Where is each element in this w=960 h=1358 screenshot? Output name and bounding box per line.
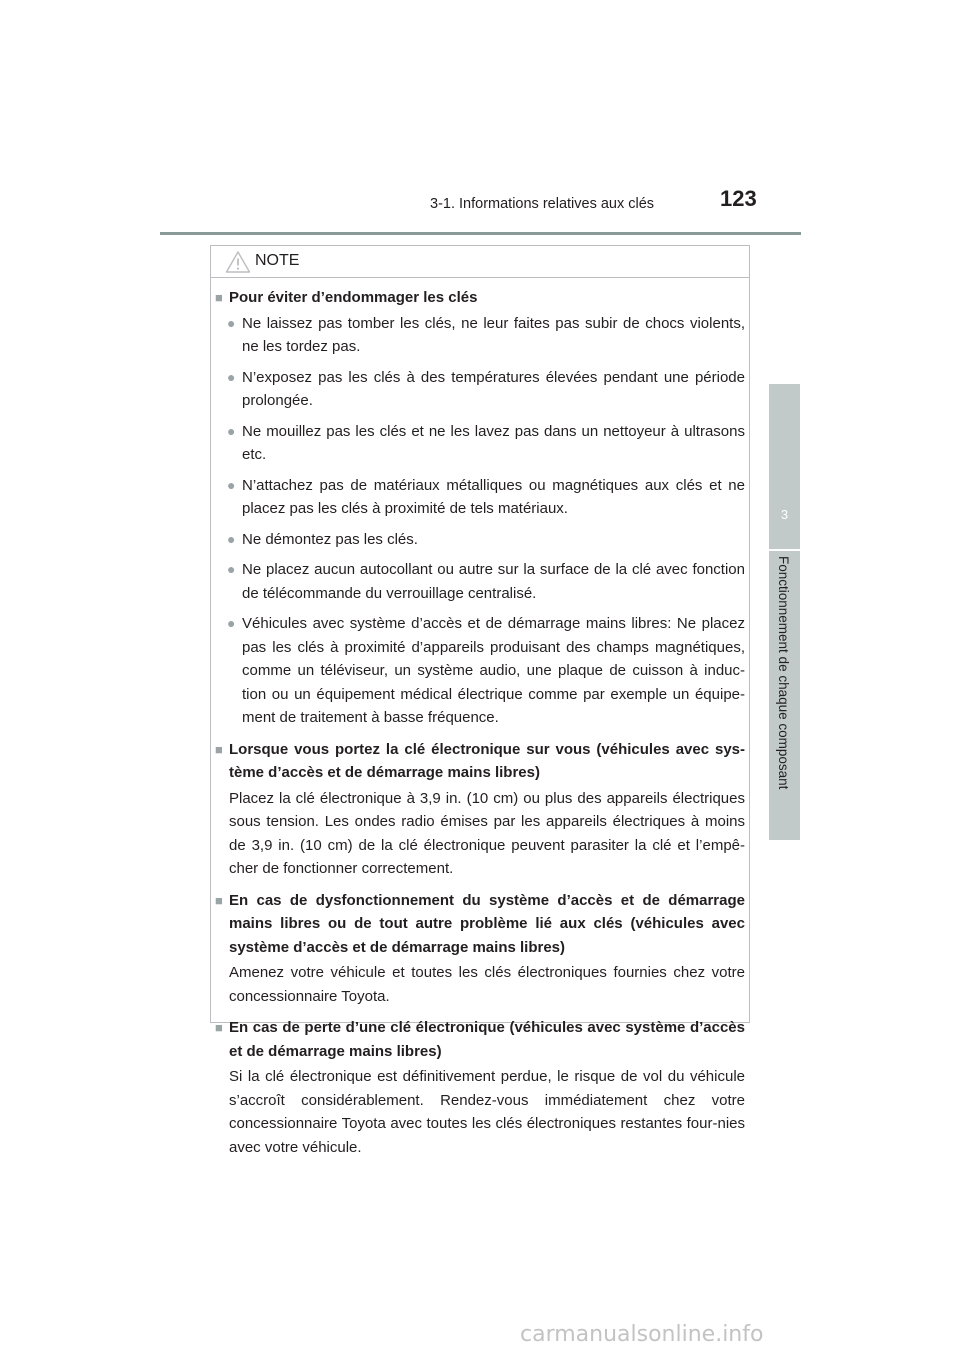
list-item: [215, 612, 745, 730]
list-item-text: Ne placez aucun autocollant ou autre sur la surface de la clé avec fonction de télécommande du verrouillage centralisé.: [242, 561, 745, 602]
header-section-title: 3-1. Informations relatives aux clés: [430, 196, 655, 212]
note-section-damage: [215, 286, 745, 730]
section-title-text: Lorsque vous portez la clé électronique sur vous (véhicules avec sys-tème d’accès et de démarrage mains libres): [229, 740, 745, 781]
header-rule: [160, 232, 801, 235]
circle-bullet-icon: ●: [227, 422, 236, 439]
list-item: [215, 366, 745, 413]
page-number: 123: [720, 186, 757, 211]
list-item-text: Véhicules avec système d’accès et de démarrage mains libres: Ne placez pas les clés à proximité d’appareils produisant des champs magnétiques, comme un téléviseur, un système audio, une plaque de cuisson à induc-tion ou un équipement médical électrique comme par exemple un équipe-ment de traitement à basse fréquence.: [242, 615, 745, 726]
list-item-text: Ne laissez pas tomber les clés, ne leur faites pas subir de chocs violents, ne les tordez pas.: [242, 314, 745, 355]
section-title: [215, 889, 745, 960]
note-section-lost-key: [215, 1016, 745, 1159]
square-bullet-icon: ■: [215, 290, 223, 305]
square-bullet-icon: ■: [215, 892, 223, 908]
section-text: Placez la clé électronique à 3,9 in. (10 cm) ou plus des appareils électriques sous tension. Les ondes radio émises par les appareils électriques à moins de 3,9 in. (10 cm) de la clé électronique peuvent parasiter la clé et l’empê-cher de fonctionner correctement.: [229, 789, 745, 877]
list-item: [215, 312, 745, 359]
section-text: Si la clé électronique est définitivement perdue, le risque de vol du véhicule s’accroît considérablement. Rendez-vous immédiatement chez votre concessionnaire Toyota avec toutes les clés électroniques restantes four-nies avec votre véhicule.: [229, 1068, 745, 1156]
list-item-text: N’exposez pas les clés à des températures élevées pendant une période prolongée.: [242, 368, 745, 409]
note-box: [210, 245, 750, 1156]
section-title: [215, 1016, 745, 1063]
section-title-text: Pour éviter d’endommager les clés: [229, 289, 478, 306]
section-title-text: En cas de dysfonctionnement du système d’accès et de démarrage mains libres ou de tout autre problème lié aux clés (véhicules avec système d’accès et de démarrage mains libres): [229, 891, 745, 956]
section-title-text: En cas de perte d’une clé électronique (véhicules avec système d’accès et de démarrage mains libres): [229, 1019, 745, 1060]
note-body: [215, 286, 745, 1167]
list-item: [215, 420, 745, 467]
note-section-malfunction: [215, 889, 745, 1009]
section-title: [215, 286, 745, 310]
chapter-number: 3: [780, 507, 789, 522]
square-bullet-icon: ■: [215, 1020, 223, 1035]
circle-bullet-icon: ●: [227, 561, 236, 577]
list-item-text: Ne mouillez pas les clés et ne les lavez pas dans un nettoyeur à ultrasons etc.: [242, 422, 745, 463]
note-header: [211, 246, 749, 278]
warning-triangle-icon: [225, 250, 251, 274]
list-item: [215, 474, 745, 521]
section-title: [215, 738, 745, 785]
list-item-text: N’attachez pas de matériaux métalliques ou magnétiques aux clés et ne placez pas les clés à proximité de tels matériaux.: [242, 476, 745, 517]
note-section-carry-key: [215, 738, 745, 881]
chapter-side-tab: [769, 384, 800, 840]
circle-bullet-icon: ●: [227, 615, 236, 631]
square-bullet-icon: ■: [215, 741, 223, 757]
bullet-list: [215, 312, 745, 730]
side-tab-separator: [769, 549, 800, 551]
list-item: [215, 558, 745, 605]
watermark: carmanualsonline.info: [520, 1322, 764, 1347]
circle-bullet-icon: ●: [227, 476, 236, 493]
section-text: Amenez votre véhicule et toutes les clés électroniques fournies chez votre concessionnaire Toyota.: [229, 964, 745, 1005]
chapter-label: Fonctionnement de chaque composant: [776, 556, 791, 790]
circle-bullet-icon: ●: [227, 368, 236, 385]
list-item: [215, 528, 745, 552]
note-title: NOTE: [255, 252, 300, 269]
list-item-text: Ne démontez pas les clés.: [242, 530, 418, 548]
circle-bullet-icon: ●: [227, 530, 236, 547]
circle-bullet-icon: ●: [227, 314, 236, 331]
